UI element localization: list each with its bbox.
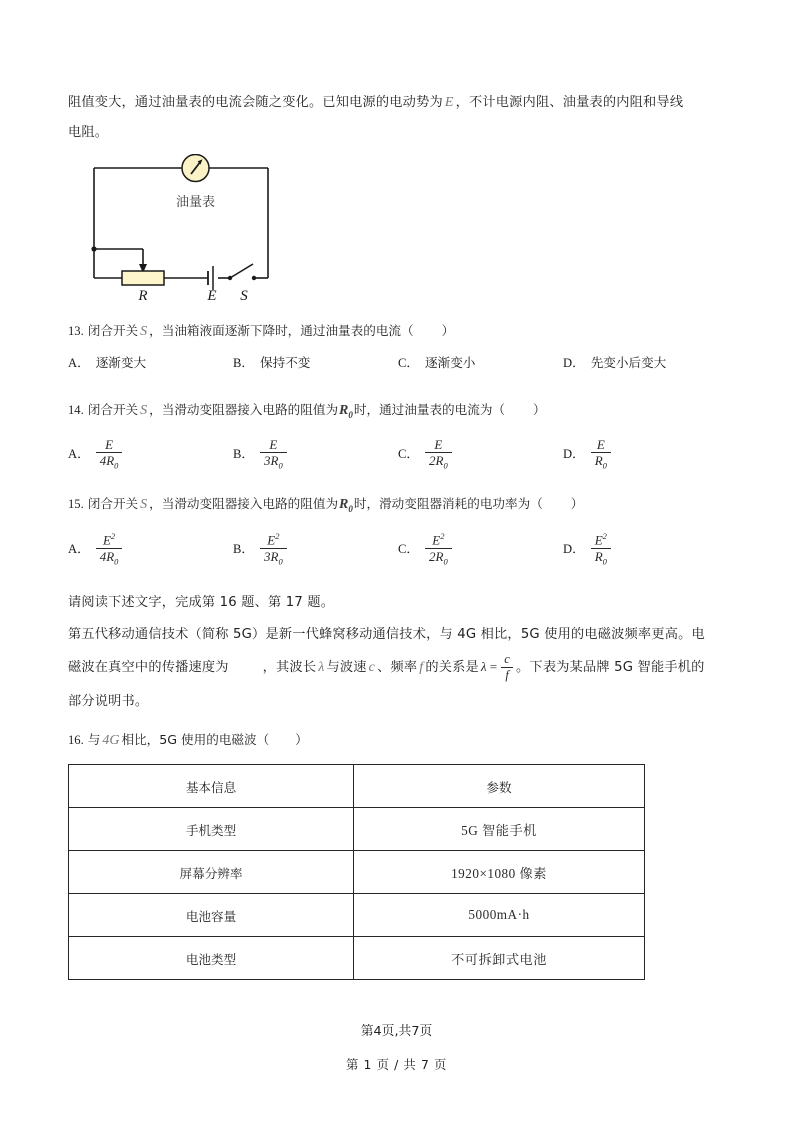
passage-text-2d: 、频率 — [377, 660, 418, 676]
table-cell-battery-capacity-label: 电池容量 — [69, 894, 354, 937]
question-13-stem — [68, 318, 728, 345]
option-15-a-fraction: $\frac{E^2}{4R_0}$ — [96, 532, 123, 566]
option-15-b-label: B． — [233, 541, 254, 556]
option-13-c-text: 逐渐变小 — [425, 355, 476, 370]
option-14-b-label: B． — [233, 447, 254, 462]
phone-spec-table — [68, 764, 645, 980]
switch-icon — [228, 264, 256, 280]
resistor-label: R — [138, 288, 148, 304]
option-14-b-fraction: $\frac{E}{3R_0}$ — [260, 438, 287, 471]
question-14-text-b: ，当滑动变阻器接入电路的阻值为 — [149, 402, 339, 417]
table-cell-resolution-value: 1920×1080 像素 — [354, 851, 645, 894]
table-header-row — [69, 765, 645, 808]
option-14-b[interactable] — [233, 438, 398, 471]
intro-text-b: ，不计电源内阻、油量表的内阻和导线 — [455, 95, 684, 110]
option-15-a[interactable] — [68, 532, 233, 566]
question-15-text-a: 闭合开关 — [87, 495, 139, 511]
intro-text-a: 阻值变大，通过油量表的电流会随之变化。已知电源的电动势为 — [68, 95, 443, 110]
option-15-c[interactable] — [398, 532, 563, 566]
option-15-b-fraction: $\frac{E^2}{3R_0}$ — [260, 532, 287, 566]
option-13-b-label: B． — [233, 356, 254, 370]
option-15-c-fraction: $\frac{E^2}{2R_0}$ — [425, 532, 452, 566]
question-16-text-c: ） — [295, 732, 308, 748]
question-14-text-c: 时，通过油量表的电流为（ — [353, 402, 506, 417]
passage-body-line2 — [68, 652, 728, 683]
switch-label: S — [240, 288, 248, 304]
question-15-text-b: ，当滑动变阻器接入电路的阻值为 — [149, 495, 339, 511]
question-14-text-a: 闭合开关 — [87, 402, 139, 417]
passage-text-2e: 的关系是 — [425, 660, 479, 676]
question-13-number: 13. — [68, 324, 84, 338]
page-content — [68, 88, 728, 980]
table-cell-battery-capacity-value: 5000mA·h — [354, 894, 645, 937]
option-13-d-label: D． — [563, 356, 585, 370]
passage-body-line3 — [68, 687, 728, 717]
table-row — [69, 894, 645, 937]
option-14-d-label: D． — [563, 447, 585, 462]
battery-label: E — [207, 288, 217, 304]
option-13-a[interactable] — [68, 351, 233, 375]
option-13-a-text: 逐渐变大 — [95, 355, 147, 370]
table-cell-resolution-label: 屏幕分辨率 — [69, 851, 354, 894]
r0-symbol-14: $R_0$ — [339, 403, 353, 420]
wavelength-equation: λ = $\frac{c}{f}$ — [479, 652, 516, 682]
question-14-stem — [68, 397, 728, 428]
circuit-svg — [78, 154, 328, 304]
passage-text-2b: ，其波长 — [262, 660, 317, 676]
switch-symbol-14: S — [140, 403, 148, 418]
passage-text-3: 部分说明书。 — [68, 694, 149, 710]
option-13-d[interactable] — [563, 351, 728, 375]
question-14-options — [68, 438, 728, 471]
option-13-a-label: A． — [68, 356, 90, 370]
question-13-text-c: ） — [441, 323, 455, 338]
question-13-options — [68, 351, 728, 375]
circuit-diagram — [78, 154, 328, 304]
r0-symbol-15: $R_0$ — [339, 496, 353, 514]
switch-symbol-13: S — [140, 324, 148, 339]
option-15-b[interactable] — [233, 532, 398, 566]
option-13-c-label: C． — [398, 356, 419, 370]
table-cell-battery-type-value: 不可拆卸式电池 — [354, 937, 645, 980]
option-15-a-label: A． — [68, 541, 90, 556]
option-14-a[interactable] — [68, 438, 233, 471]
passage-text-2c: 与波速 — [326, 660, 367, 676]
option-15-d-label: D． — [563, 541, 585, 556]
emf-symbol: E — [444, 95, 454, 110]
question-15-options — [68, 532, 728, 566]
page-footer-primary: 第4页,共7页 — [360, 1024, 433, 1039]
passage-text-2f: 。下表为某品牌 5G 智能手机的 — [516, 660, 705, 676]
passage-instruction-text: 请阅读下述文字，完成第 16 题、第 17 题。 — [68, 595, 335, 611]
option-14-d-fraction: $\frac{E}{R_0}$ — [591, 438, 611, 471]
junction-dot — [91, 246, 96, 251]
question-16-text-b: 相比，5G 使用的电磁波（ — [121, 732, 270, 748]
passage-text-2a: 磁波在真空中的传播速度为 — [68, 660, 229, 676]
question-13-text-b: ，当油箱液面逐渐下降时，通过油量表的电流（ — [149, 323, 414, 338]
option-14-a-fraction: $\frac{E}{4R_0}$ — [96, 438, 123, 471]
option-13-b-text: 保持不变 — [260, 355, 311, 370]
question-16-stem — [68, 727, 728, 754]
question-14-number: 14. — [68, 403, 84, 417]
circuit-wires — [94, 168, 268, 278]
table-row — [69, 808, 645, 851]
passage-text-1: 第五代移动通信技术（简称 5G）是新一代蜂窝移动通信技术，与 4G 相比，5G 使用的电磁波频率更高。电 — [68, 627, 705, 643]
table-header-basic-info: 基本信息 — [69, 765, 354, 808]
lambda-symbol: λ — [318, 660, 325, 676]
option-15-d-fraction: $\frac{E^2}{R_0}$ — [591, 532, 611, 566]
meter-label: 油量表 — [175, 195, 216, 210]
rheostat-body — [122, 271, 164, 285]
intro-paragraph — [68, 88, 728, 118]
intro-paragraph-line2 — [68, 118, 728, 148]
option-15-d[interactable] — [563, 532, 728, 566]
question-15-stem — [68, 491, 728, 522]
table-cell-battery-type-label: 电池类型 — [69, 937, 354, 980]
option-14-d[interactable] — [563, 438, 728, 471]
option-14-a-label: A． — [68, 447, 90, 462]
table-row — [69, 937, 645, 980]
question-15-text-d: ） — [570, 495, 584, 511]
question-16-text-a: 与 — [87, 732, 101, 748]
switch-symbol-15: S — [140, 496, 148, 512]
table-header-parameter: 参数 — [354, 765, 645, 808]
page-footer-secondary: 第 1 页 / 共 7 页 — [346, 1057, 447, 1072]
table-cell-phone-type-label: 手机类型 — [69, 808, 354, 851]
option-13-c[interactable] — [398, 351, 563, 375]
battery-icon — [208, 266, 213, 290]
option-15-c-label: C． — [398, 541, 419, 556]
question-16-number: 16. — [68, 733, 84, 748]
option-14-c[interactable] — [398, 438, 563, 471]
question-15-number: 15. — [68, 496, 84, 511]
f-symbol: f — [419, 660, 424, 676]
question-13-text-a: 闭合开关 — [87, 323, 139, 338]
question-14-text-d: ） — [533, 402, 546, 417]
option-13-d-text: 先变小后变大 — [590, 355, 667, 370]
question-15-text-c: 时，滑动变阻器消耗的电功率为（ — [353, 495, 543, 511]
passage-instruction — [68, 588, 728, 618]
passage-body-line1 — [68, 620, 728, 650]
intro-text-c: 电阻。 — [68, 125, 109, 140]
4g-symbol: 4G — [102, 733, 120, 749]
option-14-c-label: C． — [398, 447, 419, 462]
c-symbol: c — [368, 660, 376, 676]
table-row — [69, 851, 645, 894]
option-14-c-fraction: $\frac{E}{2R_0}$ — [425, 438, 452, 471]
table-cell-phone-type-value: 5G 智能手机 — [354, 808, 645, 851]
option-13-b[interactable] — [233, 351, 398, 375]
